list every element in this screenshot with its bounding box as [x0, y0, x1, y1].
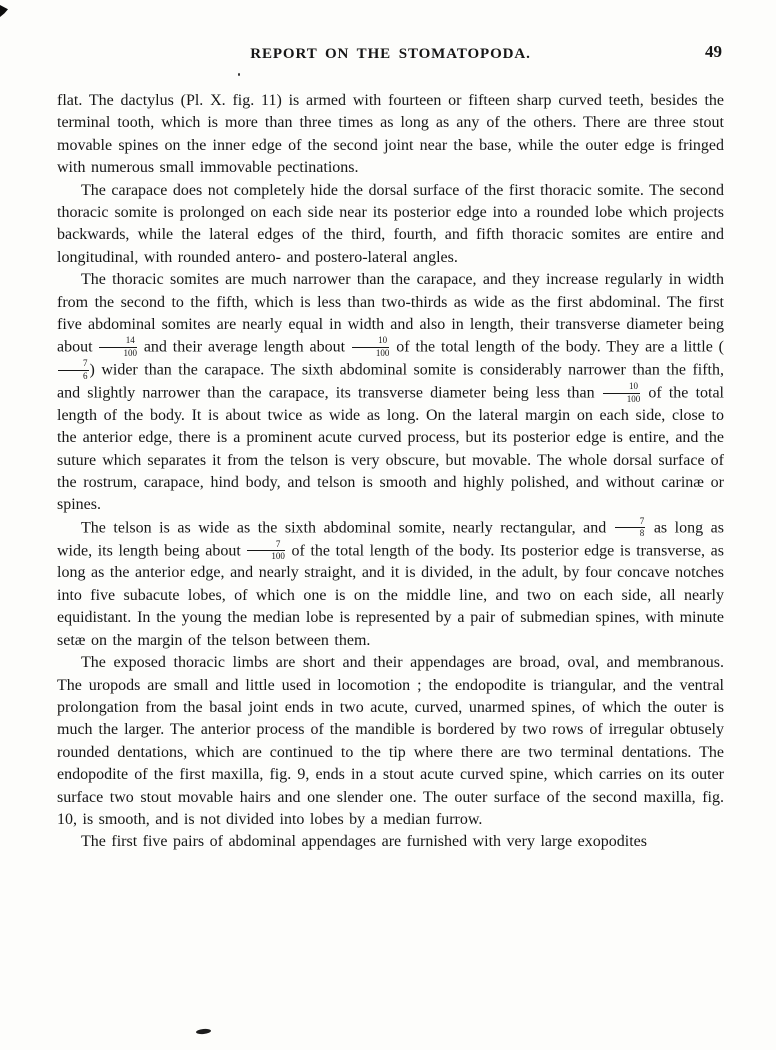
scan-artifact — [0, 5, 8, 17]
body-text — [57, 90, 724, 854]
paragraph: The carapace does not completely hide the dorsal surface of the first thoracic somite. The second thoracic somite is prolonged on each side near its posterior edge into a rounded lobe which projects backwards, while the lateral edges of the third, fourth, and fifth thoracic somites are entire and longitudinal, with rounded antero- and postero-lateral angles. — [57, 181, 724, 266]
running-title: REPORT ON THE STOMATOPODA. — [250, 46, 531, 62]
paragraph: The telson is as wide as the sixth abdominal somite, nearly rectangular, and $\frac{7}{8}$ as long as wide, its length being about $\frac{7}{100}$ of the total length of the body. Its posterior edge is transverse, as long as the anterior edge, and nearly straight, and it is divided, in the adult, by four concave notches into five subacute lobes, of which one is on the middle line, and two on each side, all nearly equidistant. In the young the median lobe is represented by a pair of submedian spines, with minute setæ on the margin of the telson between them. — [57, 515, 724, 649]
paragraph: The first five pairs of abdominal appendages are furnished with very large exopodites — [81, 833, 647, 851]
fraction: $\frac{7}{6}$ — [58, 359, 89, 381]
fraction: $\frac{10}{100}$ — [603, 382, 641, 404]
scan-artifact — [196, 1028, 211, 1035]
fraction: $\frac{7}{100}$ — [247, 540, 285, 562]
fraction: $\frac{14}{100}$ — [99, 336, 137, 358]
paragraph: The thoracic somites are much narrower than the carapace, and they increase regularly in width from the second to the fifth, which is less than two-thirds as wide as the first abdominal. The first five abdominal somites are nearly equal in width and also in length, their transverse diameter being about $\frac{14}{100}$ and their average length about $\frac{10}{100}$ of the total length of the body. They are a little ( $\frac{7}{6}$ ) wider than the carapace. The sixth abdominal somite is considerably narrower than the fifth, and slightly narrower than the carapace, its transverse diameter being less than $\frac{10}{100}$ of the total length of the body. It is about twice as wide as long. On the lateral margin on each side, close to the anterior edge, there is a prominent acute curved process, but its posterior edge is entire, and the suture which separates it from the telson is very obscure, but movable. The whole dorsal surface of the rostrum, carapace, hind body, and telson is smooth and highly polished, and without carinæ or spines. — [57, 271, 725, 514]
fraction: $\frac{7}{8}$ — [615, 517, 646, 539]
paragraph: The exposed thoracic limbs are short and their appendages are broad, oval, and membranous. The uropods are small and little used in locomotion ; the endopodite is triangular, and the ventral prolongation from the basal joint ends in two acute, curved, unarmed spines, of which the outer is much the larger. The anterior process of the mandible is bordered by two rows of irregular obtusely rounded dentations, which are continued to the tip where there are two terminal dentations. The endopodite of the first maxilla, fig. 9, ends in a stout acute curved spine, which carries on its outer surface two stout movable hairs and one slender one. The outer surface of the second maxilla, fig. 10, is smooth, and is not divided into lobes by a median furrow. — [57, 654, 724, 828]
paragraph: flat. The dactylus (Pl. X. fig. 11) is armed with fourteen or fifteen sharp curved teeth, besides the terminal tooth, which is more than three times as long as any of the others. There are three stout movable spines on the inner edge of the second joint near the base, while the outer edge is fringed with numerous small immovable pectinations. — [57, 92, 724, 177]
page-number: 49 — [705, 42, 722, 61]
fraction: $\frac{10}{100}$ — [352, 336, 390, 358]
scan-artifact — [238, 73, 240, 76]
page-header — [57, 42, 724, 68]
